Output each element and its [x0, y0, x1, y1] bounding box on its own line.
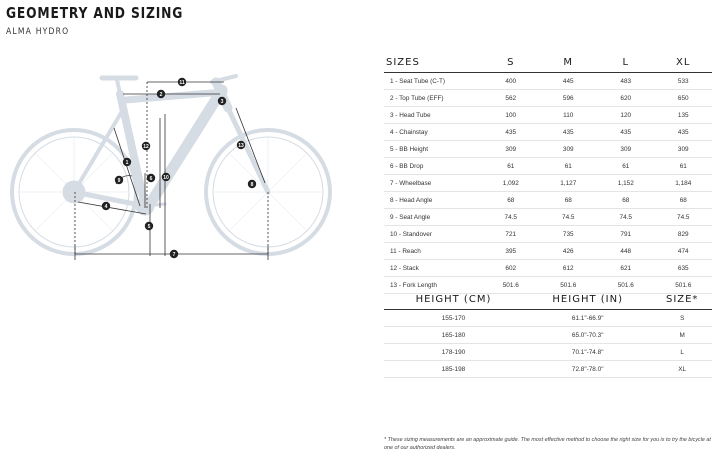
- svg-text:2: 2: [159, 91, 163, 98]
- bike-geometry-diagram: [0, 68, 340, 268]
- fork: [226, 104, 268, 192]
- size-header-xl: XL: [655, 52, 713, 73]
- measurement-label: 9 - Seat Angle: [384, 209, 482, 226]
- value-cell: 68: [482, 192, 540, 209]
- value-cell: 61: [482, 158, 540, 175]
- measurement-label: 8 - Head Angle: [384, 192, 482, 209]
- badge-4: [102, 202, 110, 210]
- height-cm-cell: 155-170: [384, 310, 523, 327]
- table-row: [384, 158, 712, 175]
- height-in-header: HEIGHT (IN): [523, 289, 652, 310]
- value-cell: 483: [597, 73, 655, 90]
- size-header-l: L: [597, 52, 655, 73]
- measurement-label: 1 - Seat Tube (C-T): [384, 73, 482, 90]
- badge-13: [237, 141, 245, 149]
- table-row: [384, 226, 712, 243]
- height-in-cell: 70.1"-74.8": [523, 344, 652, 361]
- table-row: [384, 209, 712, 226]
- value-cell: 501.6: [482, 277, 540, 294]
- measurement-label: 2 - Top Tube (EFF): [384, 90, 482, 107]
- badge-3: [218, 97, 226, 105]
- height-cm-header: HEIGHT (CM): [384, 289, 523, 310]
- badge-11: [178, 78, 186, 86]
- value-cell: 61: [597, 158, 655, 175]
- height-cm-cell: 165-180: [384, 327, 523, 344]
- measurement-label: 7 - Wheelbase: [384, 175, 482, 192]
- value-cell: 562: [482, 90, 540, 107]
- value-cell: 435: [482, 124, 540, 141]
- height-in-cell: 65.0"-70.3": [523, 327, 652, 344]
- value-cell: 61: [655, 158, 713, 175]
- measurement-label: 10 - Standover: [384, 226, 482, 243]
- height-in-cell: 61.1"-66.9": [523, 310, 652, 327]
- value-cell: 74.5: [597, 209, 655, 226]
- geometry-header-row: [384, 52, 712, 73]
- svg-text:13: 13: [238, 142, 244, 149]
- svg-text:11: 11: [179, 79, 185, 86]
- badge-5: [145, 222, 153, 230]
- size-header-m: M: [540, 52, 598, 73]
- table-row: [384, 192, 712, 209]
- size-cell: M: [652, 327, 712, 344]
- value-cell: 829: [655, 226, 713, 243]
- measurement-label: 4 - Chainstay: [384, 124, 482, 141]
- size-header-s: S: [482, 52, 540, 73]
- value-cell: 309: [482, 141, 540, 158]
- value-cell: 650: [655, 90, 713, 107]
- value-cell: 602: [482, 260, 540, 277]
- value-cell: 621: [597, 260, 655, 277]
- value-cell: 533: [655, 73, 713, 90]
- table-row: [384, 344, 712, 361]
- top-tube: [126, 92, 224, 100]
- value-cell: 68: [597, 192, 655, 209]
- crank-arm: [145, 204, 165, 206]
- down-tube: [150, 90, 222, 204]
- svg-text:1: 1: [125, 159, 129, 166]
- value-cell: 721: [482, 226, 540, 243]
- height-cm-cell: 185-198: [384, 361, 523, 378]
- table-row: [384, 243, 712, 260]
- svg-text:8: 8: [250, 181, 254, 188]
- badge-8: [248, 180, 256, 188]
- value-cell: 474: [655, 243, 713, 260]
- svg-text:7: 7: [172, 251, 176, 258]
- value-cell: 1,092: [482, 175, 540, 192]
- value-cell: 435: [540, 124, 598, 141]
- value-cell: 395: [482, 243, 540, 260]
- value-cell: 612: [540, 260, 598, 277]
- measurement-label: 5 - BB Height: [384, 141, 482, 158]
- value-cell: 735: [540, 226, 598, 243]
- sizing-footnote: * These sizing measurements are an approximate guide. The most effective method to choose the right size for you is to try the bicycle at one of our authorized dealers.: [384, 437, 711, 451]
- svg-text:10: 10: [163, 174, 169, 181]
- badge-12: [142, 142, 150, 150]
- value-cell: 448: [597, 243, 655, 260]
- measurement-label: 3 - Head Tube: [384, 107, 482, 124]
- value-cell: 1,184: [655, 175, 713, 192]
- size-cell: XL: [652, 361, 712, 378]
- measurement-label: 12 - Stack: [384, 260, 482, 277]
- measurement-label: 6 - BB Drop: [384, 158, 482, 175]
- value-cell: 68: [655, 192, 713, 209]
- bike-silhouette: [12, 76, 330, 254]
- size-cell: L: [652, 344, 712, 361]
- table-row: [384, 90, 712, 107]
- value-cell: 791: [597, 226, 655, 243]
- value-cell: 74.5: [655, 209, 713, 226]
- value-cell: 596: [540, 90, 598, 107]
- svg-text:5: 5: [147, 223, 151, 230]
- table-row: [384, 141, 712, 158]
- badge-2: [157, 90, 165, 98]
- table-row: [384, 310, 712, 327]
- value-cell: 1,127: [540, 175, 598, 192]
- value-cell: 501.6: [655, 277, 713, 294]
- value-cell: 61: [540, 158, 598, 175]
- fit-header-row: [384, 289, 712, 310]
- measurement-label: 11 - Reach: [384, 243, 482, 260]
- badge-9: [115, 176, 123, 184]
- svg-text:3: 3: [220, 98, 224, 105]
- value-cell: 400: [482, 73, 540, 90]
- height-cm-cell: 178-190: [384, 344, 523, 361]
- cassette: [63, 181, 85, 203]
- size-cell: S: [652, 310, 712, 327]
- page-title: GEOMETRY AND SIZING: [6, 4, 184, 22]
- svg-text:12: 12: [143, 143, 149, 150]
- value-cell: 74.5: [482, 209, 540, 226]
- value-cell: 309: [540, 141, 598, 158]
- badge-7: [170, 250, 178, 258]
- svg-text:6: 6: [149, 175, 153, 182]
- value-cell: 435: [655, 124, 713, 141]
- table-row: [384, 73, 712, 90]
- svg-text:4: 4: [104, 203, 108, 210]
- geometry-table: [384, 52, 712, 294]
- height-in-cell: 72.8"-78.0": [523, 361, 652, 378]
- value-cell: 501.6: [597, 277, 655, 294]
- badge-6: [147, 174, 155, 182]
- value-cell: 501.6: [540, 277, 598, 294]
- value-cell: 110: [540, 107, 598, 124]
- value-cell: 620: [597, 90, 655, 107]
- value-cell: 426: [540, 243, 598, 260]
- badge-1: [123, 158, 131, 166]
- value-cell: 309: [597, 141, 655, 158]
- bike-diagram-svg: [0, 68, 340, 268]
- table-row: [384, 107, 712, 124]
- badge-10: [162, 173, 170, 181]
- value-cell: 120: [597, 107, 655, 124]
- value-cell: 1,152: [597, 175, 655, 192]
- value-cell: 309: [655, 141, 713, 158]
- value-cell: 100: [482, 107, 540, 124]
- size-header: SIZE*: [652, 289, 712, 310]
- value-cell: 68: [540, 192, 598, 209]
- value-cell: 435: [597, 124, 655, 141]
- value-cell: 445: [540, 73, 598, 90]
- size-fit-table: [384, 289, 712, 378]
- svg-text:9: 9: [117, 177, 121, 184]
- model-name: ALMA HYDRO: [6, 27, 70, 37]
- measurement-label: 13 - Fork Length: [384, 277, 482, 294]
- table-row: [384, 327, 712, 344]
- value-cell: 135: [655, 107, 713, 124]
- table-row: [384, 361, 712, 378]
- table-row: [384, 175, 712, 192]
- table-row: [384, 124, 712, 141]
- value-cell: 635: [655, 260, 713, 277]
- sizes-header: SIZES: [384, 52, 482, 73]
- table-row: [384, 260, 712, 277]
- value-cell: 74.5: [540, 209, 598, 226]
